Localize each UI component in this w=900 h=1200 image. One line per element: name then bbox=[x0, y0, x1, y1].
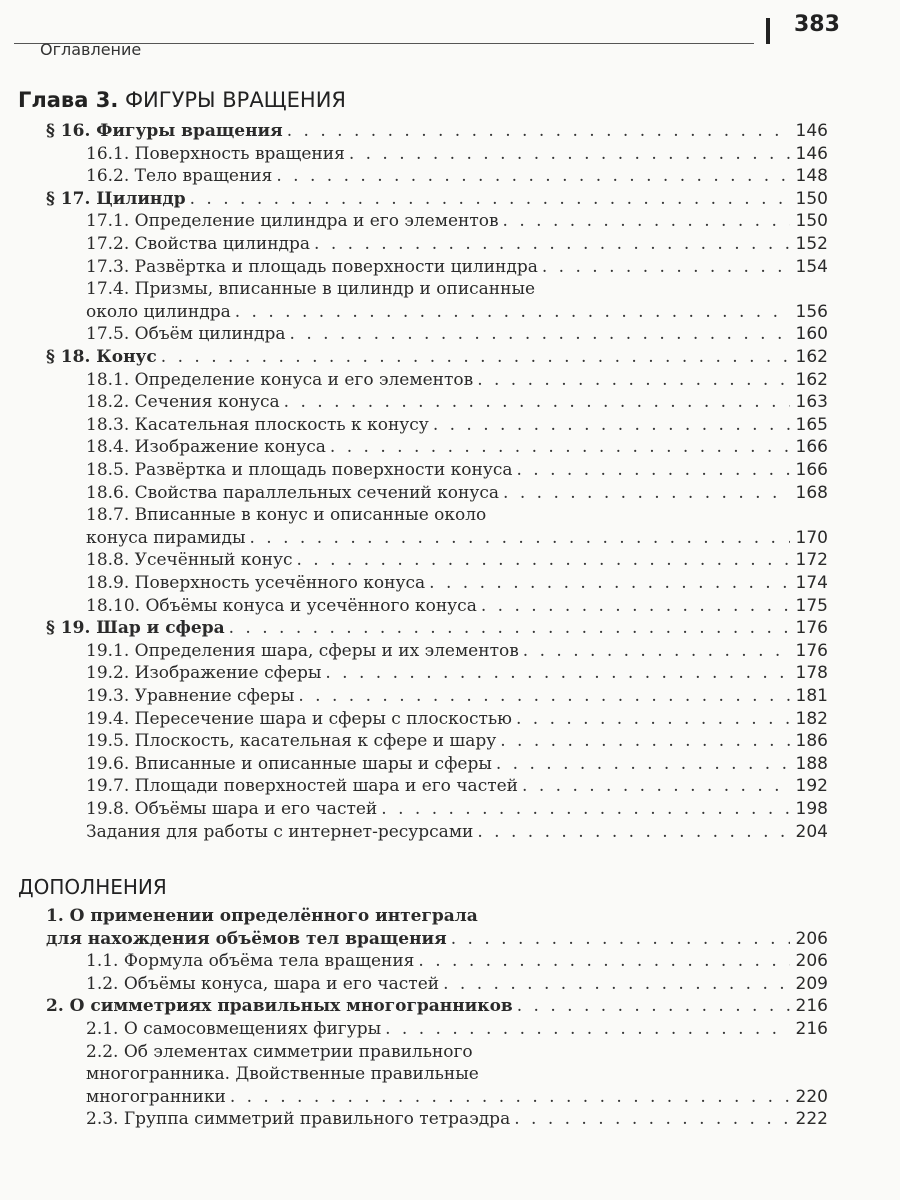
toc-page-number: 192 bbox=[795, 776, 828, 797]
dot-leader bbox=[503, 482, 790, 504]
toc-entry[interactable] bbox=[86, 369, 828, 391]
toc-page-number: 206 bbox=[795, 951, 828, 972]
dot-leader bbox=[517, 995, 790, 1017]
toc-entry-text-line: 17.4. Призмы, вписанные в цилиндр и описанные bbox=[86, 279, 536, 300]
header-bar-mark bbox=[766, 18, 770, 44]
toc-page-number: 176 bbox=[795, 618, 828, 639]
toc-entry-title: конуса пирамиды bbox=[86, 527, 246, 548]
toc-entry[interactable] bbox=[86, 414, 828, 436]
toc-page-number: 152 bbox=[795, 234, 828, 254]
toc-page-number: 222 bbox=[795, 1109, 828, 1130]
toc-entry-title: § 16. Фигуры вращения bbox=[46, 121, 283, 141]
toc-entry[interactable] bbox=[86, 233, 828, 255]
toc-entry[interactable] bbox=[46, 120, 828, 142]
toc-page-number: 216 bbox=[795, 996, 828, 1017]
toc-entry[interactable] bbox=[86, 549, 828, 571]
toc-page-number: 154 bbox=[795, 256, 828, 277]
toc-entry-title: 17.3. Развёртка и площадь поверхности цилиндра bbox=[86, 256, 538, 277]
dot-leader bbox=[522, 775, 790, 797]
dot-leader bbox=[514, 1108, 789, 1130]
running-head bbox=[14, 0, 886, 64]
dot-leader bbox=[496, 753, 790, 775]
toc-entry[interactable] bbox=[46, 617, 828, 639]
dot-leader bbox=[542, 256, 790, 278]
toc-entry[interactable] bbox=[86, 482, 828, 504]
toc-entry-title: 18.8. Усечённый конус bbox=[86, 550, 293, 571]
toc-page-number: 216 bbox=[795, 1019, 828, 1039]
toc-page-number: 172 bbox=[795, 550, 828, 571]
dot-leader bbox=[381, 798, 789, 820]
toc-entry-title: для нахождения объёмов тел вращения bbox=[46, 928, 447, 949]
toc-entry-text-line: 18.7. Вписанные в конус и описанные около bbox=[86, 505, 487, 526]
toc-entry[interactable] bbox=[46, 188, 828, 210]
appendix-heading: ДОПОЛНЕНИЯ bbox=[18, 875, 167, 899]
dot-leader bbox=[330, 436, 790, 458]
toc-entry-title: 18.5. Развёртка и площадь поверхности конуса bbox=[86, 460, 513, 480]
dot-leader bbox=[229, 617, 790, 639]
toc-page-number: 166 bbox=[795, 437, 828, 458]
toc-entry-title: 17.1. Определение цилиндра и его элементов bbox=[86, 211, 499, 232]
dot-leader bbox=[503, 210, 790, 232]
dot-leader bbox=[433, 414, 790, 436]
toc-entry-title: около цилиндра bbox=[86, 301, 231, 322]
toc-entry[interactable] bbox=[86, 595, 828, 617]
toc-page-number: 156 bbox=[795, 301, 828, 322]
toc-entry-title: 17.5. Объём цилиндра bbox=[86, 324, 286, 345]
toc-entry-title: 18.1. Определение конуса и его элементов bbox=[86, 369, 474, 390]
toc-entry-text-line: 1. О применении определённого интеграла bbox=[46, 906, 478, 926]
toc-page-number: 162 bbox=[795, 369, 828, 390]
dot-leader bbox=[477, 369, 789, 391]
toc-page-number: 168 bbox=[795, 482, 828, 503]
toc-entry[interactable] bbox=[86, 1108, 828, 1130]
toc-entry-title: 2. О симметриях правильных многогранников bbox=[46, 996, 513, 1017]
toc-entry-title: 17.2. Свойства цилиндра bbox=[86, 234, 311, 254]
toc-entry-title: § 17. Цилиндр bbox=[46, 188, 186, 209]
toc-entry[interactable] bbox=[86, 323, 828, 345]
toc-entry-title: 2.3. Группа симметрий правильного тетраэдра bbox=[86, 1109, 511, 1130]
toc-entry-title: 16.1. Поверхность вращения bbox=[86, 143, 345, 164]
toc-page-number: 165 bbox=[795, 414, 828, 435]
toc-entry[interactable] bbox=[86, 165, 828, 187]
toc-entry-title: 18.3. Касательная плоскость к конусу bbox=[86, 414, 429, 435]
toc-page-number: 178 bbox=[795, 663, 828, 684]
toc-entry[interactable] bbox=[86, 527, 828, 549]
toc-entry[interactable] bbox=[86, 640, 828, 662]
toc-entry[interactable] bbox=[86, 210, 828, 232]
toc-entry-title: 19.2. Изображение сферы bbox=[86, 663, 322, 684]
dot-leader bbox=[296, 549, 789, 571]
toc-entry-title: 19.4. Пересечение шара и сферы с плоскостью bbox=[86, 708, 512, 729]
dot-leader bbox=[451, 928, 790, 950]
toc-entry-title: 19.6. Вписанные и описанные шары и сферы bbox=[86, 753, 492, 774]
toc-entry[interactable] bbox=[86, 572, 828, 594]
dot-leader bbox=[516, 708, 790, 730]
toc-page-number: 206 bbox=[795, 928, 828, 949]
dot-leader bbox=[325, 662, 789, 684]
toc-entry[interactable] bbox=[46, 995, 828, 1017]
toc-page-number: 150 bbox=[795, 188, 828, 209]
dot-leader bbox=[190, 188, 790, 210]
toc-page-number: 186 bbox=[795, 731, 828, 752]
toc-entry[interactable] bbox=[86, 436, 828, 458]
toc-entry-title: § 18. Конус bbox=[46, 347, 157, 367]
toc-entry-title: 18.10. Объёмы конуса и усечённого конуса bbox=[86, 595, 477, 616]
toc-page-number: 163 bbox=[795, 392, 828, 413]
dot-leader bbox=[298, 685, 789, 707]
dot-leader bbox=[249, 527, 789, 549]
toc-entry[interactable] bbox=[86, 685, 828, 707]
toc-entry-title: 19.3. Уравнение сферы bbox=[86, 686, 295, 706]
dot-leader bbox=[477, 821, 789, 843]
page-number: 383 bbox=[794, 12, 840, 37]
toc-entry-title: 18.9. Поверхность усечённого конуса bbox=[86, 573, 426, 593]
toc-page-number: 182 bbox=[795, 708, 828, 729]
dot-leader bbox=[290, 323, 790, 345]
toc-page-number: 175 bbox=[795, 595, 828, 616]
toc-entry-title: 19.5. Плоскость, касательная к сфере и шару bbox=[86, 731, 497, 752]
chapter-heading bbox=[18, 88, 346, 112]
toc-page-number: 162 bbox=[795, 347, 828, 367]
toc-entry[interactable] bbox=[86, 301, 828, 323]
dot-leader bbox=[161, 346, 790, 368]
dot-leader bbox=[314, 233, 790, 255]
dot-leader bbox=[287, 120, 790, 142]
toc-page-number: 170 bbox=[795, 527, 828, 548]
toc-entry-title: 1.1. Формула объёма тела вращения bbox=[86, 951, 415, 972]
toc-entry[interactable] bbox=[86, 143, 828, 165]
toc-entry[interactable] bbox=[86, 1086, 828, 1108]
dot-leader bbox=[429, 572, 789, 594]
toc-entry-title: 2.1. О самосовмещениях фигуры bbox=[86, 1019, 382, 1039]
dot-leader bbox=[349, 143, 790, 165]
dot-leader bbox=[481, 595, 790, 617]
chapter-number: Глава 3. bbox=[18, 88, 119, 112]
toc-entry[interactable] bbox=[86, 708, 828, 730]
toc-page-number: 146 bbox=[795, 143, 828, 164]
toc-page-number: 148 bbox=[795, 166, 828, 187]
dot-leader bbox=[235, 301, 790, 323]
toc-entry-title: 19.8. Объёмы шара и его частей bbox=[86, 799, 378, 819]
toc-entry[interactable] bbox=[86, 1018, 828, 1040]
toc-page-number: 176 bbox=[795, 640, 828, 661]
dot-leader bbox=[418, 950, 789, 972]
toc-entry-title: 18.4. Изображение конуса bbox=[86, 437, 326, 458]
toc-page-number: 166 bbox=[795, 460, 828, 480]
dot-leader bbox=[517, 459, 790, 481]
dot-leader bbox=[276, 165, 789, 187]
running-head-title: Оглавление bbox=[40, 40, 142, 59]
toc-entry[interactable] bbox=[46, 346, 828, 368]
toc-page-number: 204 bbox=[795, 821, 828, 842]
dot-leader bbox=[385, 1018, 789, 1040]
toc-entry-title: 16.2. Тело вращения bbox=[86, 166, 273, 187]
toc-entry[interactable] bbox=[86, 753, 828, 775]
toc-entry[interactable] bbox=[86, 256, 828, 278]
toc-entry[interactable] bbox=[86, 775, 828, 797]
toc-entry-title: 18.6. Свойства параллельных сечений конуса bbox=[86, 482, 500, 503]
toc-page-number: 181 bbox=[795, 686, 828, 706]
dot-leader bbox=[443, 973, 789, 995]
toc-page-number: 150 bbox=[795, 211, 828, 232]
toc-page-number: 146 bbox=[795, 121, 828, 141]
chapter-title: ФИГУРЫ ВРАЩЕНИЯ bbox=[124, 88, 347, 112]
toc-page-number: 174 bbox=[795, 573, 828, 593]
toc-entry-title: многогранники bbox=[86, 1086, 226, 1107]
toc-entry[interactable] bbox=[86, 821, 828, 843]
toc-entry[interactable] bbox=[86, 391, 828, 413]
toc-entry-text-line: 2.2. Об элементах симметрии правильного bbox=[86, 1041, 473, 1062]
toc-page-number: 220 bbox=[795, 1086, 828, 1107]
toc-entry[interactable] bbox=[86, 459, 828, 481]
toc-entry-title: 18.2. Сечения конуса bbox=[86, 392, 280, 413]
dot-leader bbox=[523, 640, 790, 662]
toc-page-number: 188 bbox=[795, 753, 828, 774]
toc-page-number: 198 bbox=[795, 799, 828, 819]
dot-leader bbox=[230, 1086, 790, 1108]
dot-leader bbox=[500, 730, 789, 752]
toc-page-number: 160 bbox=[795, 324, 828, 345]
toc-entry[interactable] bbox=[86, 950, 828, 972]
toc-page-number: 209 bbox=[795, 973, 828, 994]
toc-entry-title: 19.1. Определения шара, сферы и их элементов bbox=[86, 640, 519, 661]
toc-entry-text-line: многогранника. Двойственные правильные bbox=[86, 1064, 479, 1085]
toc-entry[interactable] bbox=[86, 798, 828, 820]
toc-entry[interactable] bbox=[86, 662, 828, 684]
toc-entry-title: 19.7. Площади поверхностей шара и его частей bbox=[86, 776, 519, 797]
toc-entry-title: § 19. Шар и сфера bbox=[46, 618, 225, 639]
toc-entry[interactable] bbox=[46, 928, 828, 950]
toc-entry[interactable] bbox=[86, 730, 828, 752]
toc-entry[interactable] bbox=[86, 973, 828, 995]
toc-entry-title: 1.2. Объёмы конуса, шара и его частей bbox=[86, 973, 440, 994]
toc-entry-title: Задания для работы с интернет-ресурсами bbox=[86, 821, 474, 842]
dot-leader bbox=[284, 391, 790, 413]
